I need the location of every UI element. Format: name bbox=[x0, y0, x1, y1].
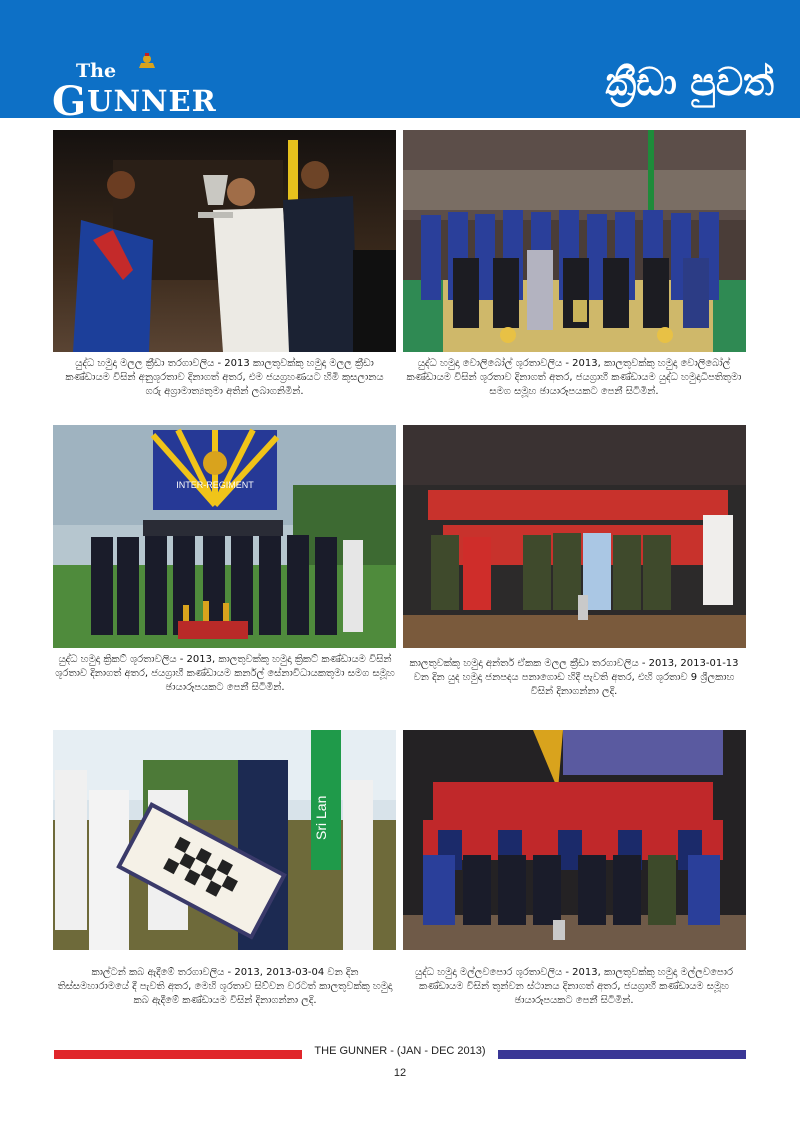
photo-caption: යුද්ධ හමුදා මලල ක්‍රීඩා තරගාවලිය - 2013 කාලතුවක්කු හමුදා මලල ක්‍රීඩා කණ්ඩායම විසින් අනුශූරතාව දිනාගත් අතර, එම ජයග්‍රහණයට හිමි කුසලානය ගරු අග්‍රාමාත්‍යතුමා අතින් ලබාගනිමින්. bbox=[65, 358, 384, 397]
photo-trophy-presentation bbox=[53, 130, 396, 352]
photo-wrestling-team bbox=[403, 730, 746, 950]
footer-magazine-title: THE GUNNER - (JAN - DEC 2013) bbox=[314, 1045, 486, 1057]
photo-athletics-team bbox=[403, 425, 746, 648]
photo-caption: යුද්ධ හමුදා මල්ලවපොර ශූරතාවලිය - 2013, කාලතුවක්කු හමුදා මල්ලවපොර කණ්ඩායම විසින් තුන්වන ස්ථානය දිනාගත් අතර, ජයග්‍රාහී කණ්ඩායම සමූහ ඡායාරූපයකට පෙනී සිටිමින්. bbox=[414, 967, 733, 1006]
logo-text: GUNNER bbox=[52, 78, 217, 125]
banner-text: INTER-REGIMENT bbox=[176, 480, 254, 490]
page-number: 12 bbox=[393, 1067, 407, 1079]
photo-cricket-team bbox=[53, 425, 396, 648]
gunner-logo bbox=[52, 50, 217, 125]
footer-blue-bar bbox=[498, 1050, 746, 1059]
page-header bbox=[0, 0, 800, 125]
section-title: ක්‍රීඩා පුවත් bbox=[605, 60, 774, 104]
logo-small-text: The bbox=[76, 60, 117, 82]
footer-red-bar bbox=[54, 1050, 302, 1059]
crest-icon bbox=[136, 52, 158, 72]
photo-tug-of-war-award bbox=[53, 730, 396, 950]
photo-caption: යුද්ධ හමුදා වොලිබෝල් ශූරතාවලිය - 2013, කාලතුවක්කු හමුදා වොලිබෝල් කණ්ඩායම විසින් ශූරතාව දිනාගත් අතර, ජයග්‍රාහී කණ්ඩායම යුද්ධ හමුදාධිපතිතුමා සමග සමූහ ඡායාරූපයකට පෙනී සිටිමින්. bbox=[406, 358, 742, 397]
photo-caption: කාල්ටන් කබ ඇදීමේ තරගාවලිය - 2013, 2013-03-04 වන දින තිස්සමහාරාමයේ දී පැවති අතර, මෙහි ශූරතාව සිව්වන වරටත් කාලතුවක්කු හමුදා කබ ඇදීමේ කණ්ඩායම විසින් දිනාගන්නා ලදි. bbox=[57, 967, 393, 1006]
sign-text: Sri Lan bbox=[313, 795, 329, 840]
photo-caption: යුද්ධ හමුදා ක්‍රිකට් ශූරතාවලිය - 2013, කාලතුවක්කු හමුදා ක්‍රිකට් කණ්ඩායම විසින් ශූරතාව දිනාගත් අතර, ජයග්‍රාහී කණ්ඩායම කර්නල් සේනාවිධායකතුමා සමග සමූහ ඡායාරූපයකට පෙනී සිටිමින්. bbox=[55, 654, 395, 693]
photo-volleyball-team bbox=[403, 130, 746, 352]
photo-caption: කාලතුවක්කු හමුදා අන්තර් ඒකක මලල ක්‍රීඩා තරගාවලිය - 2013, 2013-01-13 වන දින යුද හමුදා ජනපදය පනාගොඩ හිදී පැවති අතර, එහි ශූරතාව 9 ශ්‍රීලකාහ විසින් දිනාගන්නා ලදි. bbox=[409, 658, 739, 697]
